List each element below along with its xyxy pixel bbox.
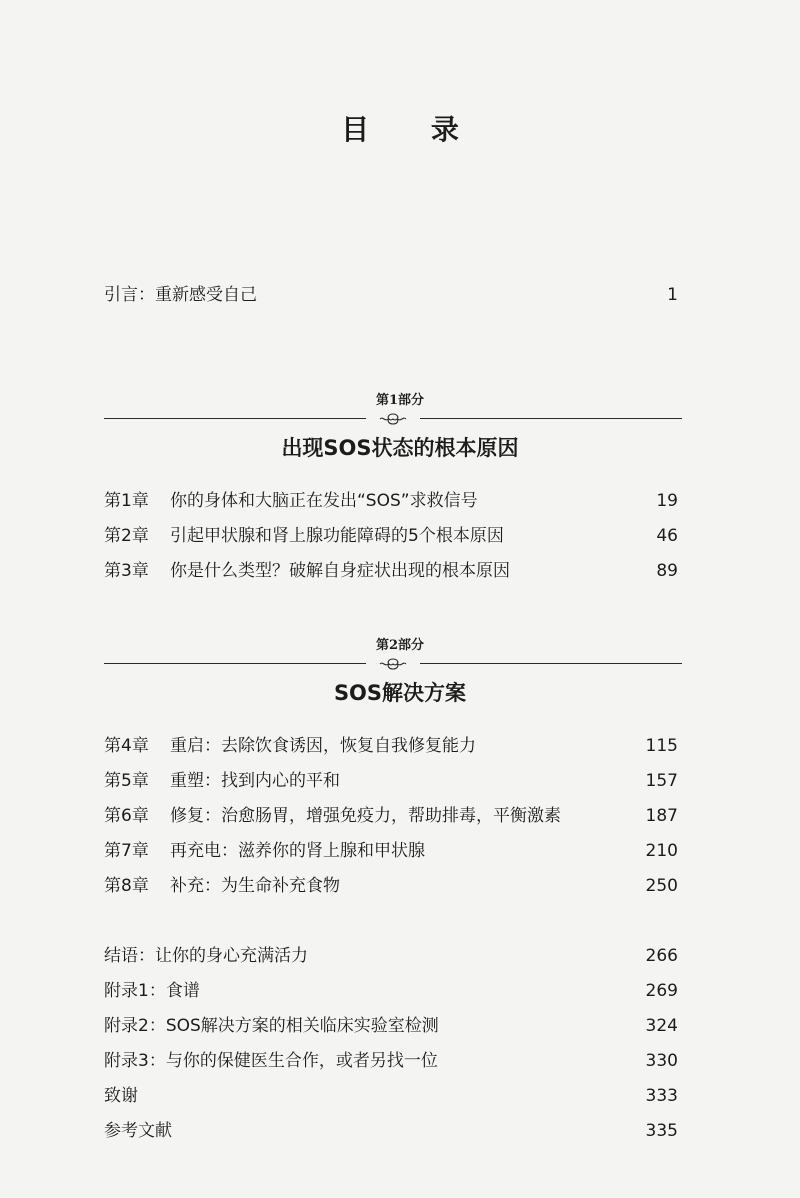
chapter-number: 第7章 (104, 841, 149, 861)
entry-page: 330 (645, 1051, 678, 1071)
entry-title: 结语：让你的身心充满活力 (104, 946, 308, 966)
entry-title: 附录2：SOS解决方案的相关临床实验室检测 (104, 1016, 439, 1036)
toc-entry-back-matter[interactable] (104, 1081, 678, 1111)
entry-page: 266 (645, 946, 678, 966)
chapter-title: 重启：去除饮食诱因，恢复自我修复能力 (170, 736, 476, 756)
entry-page: 333 (645, 1086, 678, 1106)
entry-page: 1 (667, 285, 678, 305)
toc-entry-back-matter[interactable] (104, 941, 678, 971)
chapter-number: 第1章 (104, 491, 149, 511)
entry-title: 致谢 (104, 1086, 138, 1106)
chapter-number: 第8章 (104, 876, 149, 896)
chapter-page: 250 (645, 876, 678, 896)
chapter-number: 第3章 (104, 561, 149, 581)
ornament-icon (378, 412, 408, 426)
chapter-page: 89 (656, 561, 678, 581)
chapter-number: 第5章 (104, 771, 149, 791)
toc-entry-chapter[interactable] (104, 836, 678, 866)
toc-entry-chapter[interactable] (104, 766, 678, 796)
chapter-title: 引起甲状腺和肾上腺功能障碍的5个根本原因 (170, 526, 504, 546)
chapter-title: 你是什么类型？破解自身症状出现的根本原因 (170, 561, 510, 581)
toc-entry-chapter[interactable] (104, 486, 678, 516)
chapter-page: 187 (645, 806, 678, 826)
chapter-title: 补充：为生命补充食物 (170, 876, 340, 896)
part-2-title: SOS解决方案 (333, 681, 467, 705)
toc-entry-chapter[interactable] (104, 521, 678, 551)
chapter-title: 你的身体和大脑正在发出“SOS”求救信号 (170, 491, 478, 511)
chapter-page: 157 (645, 771, 678, 791)
chapter-title: 重塑：找到内心的平和 (170, 771, 340, 791)
page-title: 目 录 (341, 113, 485, 146)
entry-page: 269 (645, 981, 678, 1001)
toc-entry-back-matter[interactable] (104, 1046, 678, 1076)
part-2-divider (104, 657, 682, 671)
chapter-number: 第6章 (104, 806, 149, 826)
entry-title: 附录3：与你的保健医生合作，或者另找一位 (104, 1051, 438, 1071)
entry-page: 324 (645, 1016, 678, 1036)
ornament-icon (378, 657, 408, 671)
chapter-number: 第4章 (104, 736, 149, 756)
toc-entry-chapter[interactable] (104, 801, 678, 831)
toc-entry-back-matter[interactable] (104, 1011, 678, 1041)
toc-entry-chapter[interactable] (104, 556, 678, 586)
entry-title: 引言：重新感受自己 (104, 285, 257, 305)
part-1-title: 出现SOS状态的根本原因 (281, 436, 519, 460)
toc-entry-back-matter[interactable] (104, 1116, 678, 1146)
chapter-page: 46 (656, 526, 678, 546)
entry-title: 参考文献 (104, 1121, 172, 1141)
chapter-page: 210 (645, 841, 678, 861)
toc-entry-chapter[interactable] (104, 731, 678, 761)
chapter-page: 19 (656, 491, 678, 511)
chapter-title: 修复：治愈肠胃，增强免疫力，帮助排毒，平衡激素 (170, 806, 561, 826)
chapter-number: 第2章 (104, 526, 149, 546)
part-1-divider (104, 412, 682, 426)
entry-page: 335 (645, 1121, 678, 1141)
toc-entry-chapter[interactable] (104, 871, 678, 901)
chapter-title: 再充电：滋养你的肾上腺和甲状腺 (170, 841, 425, 861)
toc-entry-back-matter[interactable] (104, 976, 678, 1006)
toc-entry-intro[interactable] (104, 280, 678, 310)
chapter-page: 115 (645, 736, 678, 756)
part-2-label: 第2部分 (375, 638, 425, 653)
part-1-label: 第1部分 (375, 393, 425, 408)
entry-title: 附录1：食谱 (104, 981, 200, 1001)
